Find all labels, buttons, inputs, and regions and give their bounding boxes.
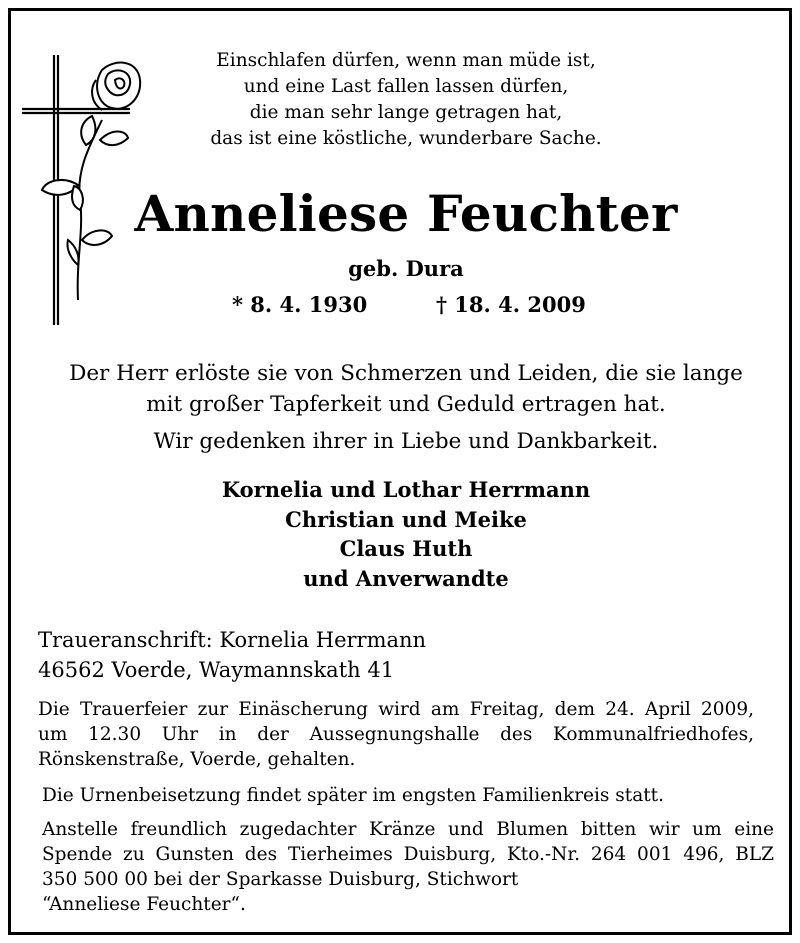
ceremony-line: um 12.30 Uhr in der Aussegnungshalle des Kommunalfriedhofes, <box>38 724 754 745</box>
birth-date-line <box>232 292 367 317</box>
family-member: und Anverwandte <box>303 565 509 591</box>
burial-paragraph <box>42 783 758 808</box>
family-member: Claus Huth <box>339 536 473 561</box>
poem-line: und eine Last fallen lassen dürfen, <box>243 76 569 97</box>
donation-line: “Anneliese Feuchter“. <box>42 894 246 915</box>
donation-paragraph <box>42 817 774 917</box>
death-date-line <box>436 292 586 317</box>
ceremony-line: Rönskenstraße, Voerde, gehalten. <box>38 749 356 770</box>
poem-line: das ist eine köstliche, wunderbare Sache. <box>210 128 602 149</box>
birth-date: 8. 4. 1930 <box>250 292 368 317</box>
family-member: Kornelia und Lothar Herrmann <box>221 477 591 502</box>
family-member: Christian und Meike <box>285 506 527 532</box>
tribute-line: Der Herr erlöste sie von Schmerzen und Leiden, die sie lange <box>69 361 743 386</box>
mourning-address <box>38 625 426 685</box>
poem-line: Einschlafen dürfen, wenn man müde ist, <box>216 50 596 71</box>
burial-line: Die Urnenbeisetzung findet später im engsten Familienkreis statt. <box>42 785 664 806</box>
birth-name: geb. Dura <box>348 256 464 281</box>
donation-line: Spende zu Gunsten des Tierheimes Duisburg, Kto.-Nr. 264 001 496, BLZ <box>42 844 774 865</box>
tribute-text <box>40 358 772 420</box>
remembrance-text: Wir gedenken ihrer in Liebe und Dankbarkeit. <box>153 429 659 454</box>
birth-symbol: * <box>232 292 243 317</box>
family-list <box>100 475 712 593</box>
death-symbol: † <box>436 292 447 317</box>
donation-line: Anstelle freundlich zugedachter Kränze und Blumen bitten wir um eine <box>42 819 774 840</box>
ceremony-paragraph <box>38 697 754 772</box>
address-line: Traueranschrift: Kornelia Herrmann <box>38 628 427 652</box>
poem-line: die man sehr lange getragen hat, <box>249 102 563 123</box>
donation-line: 350 500 00 bei der Sparkasse Duisburg, Stichwort <box>42 869 519 890</box>
ceremony-line: Die Trauerfeier zur Einäscherung wird am Freitag, dem 24. April 2009, <box>38 699 754 720</box>
deceased-name: Anneliese Feuchter <box>134 184 678 243</box>
death-date: 18. 4. 2009 <box>454 292 586 317</box>
tribute-line: mit großer Tapferkeit und Geduld ertragen hat. <box>146 392 666 417</box>
address-line: 46562 Voerde, Waymannskath 41 <box>38 658 395 682</box>
poem <box>150 48 662 152</box>
